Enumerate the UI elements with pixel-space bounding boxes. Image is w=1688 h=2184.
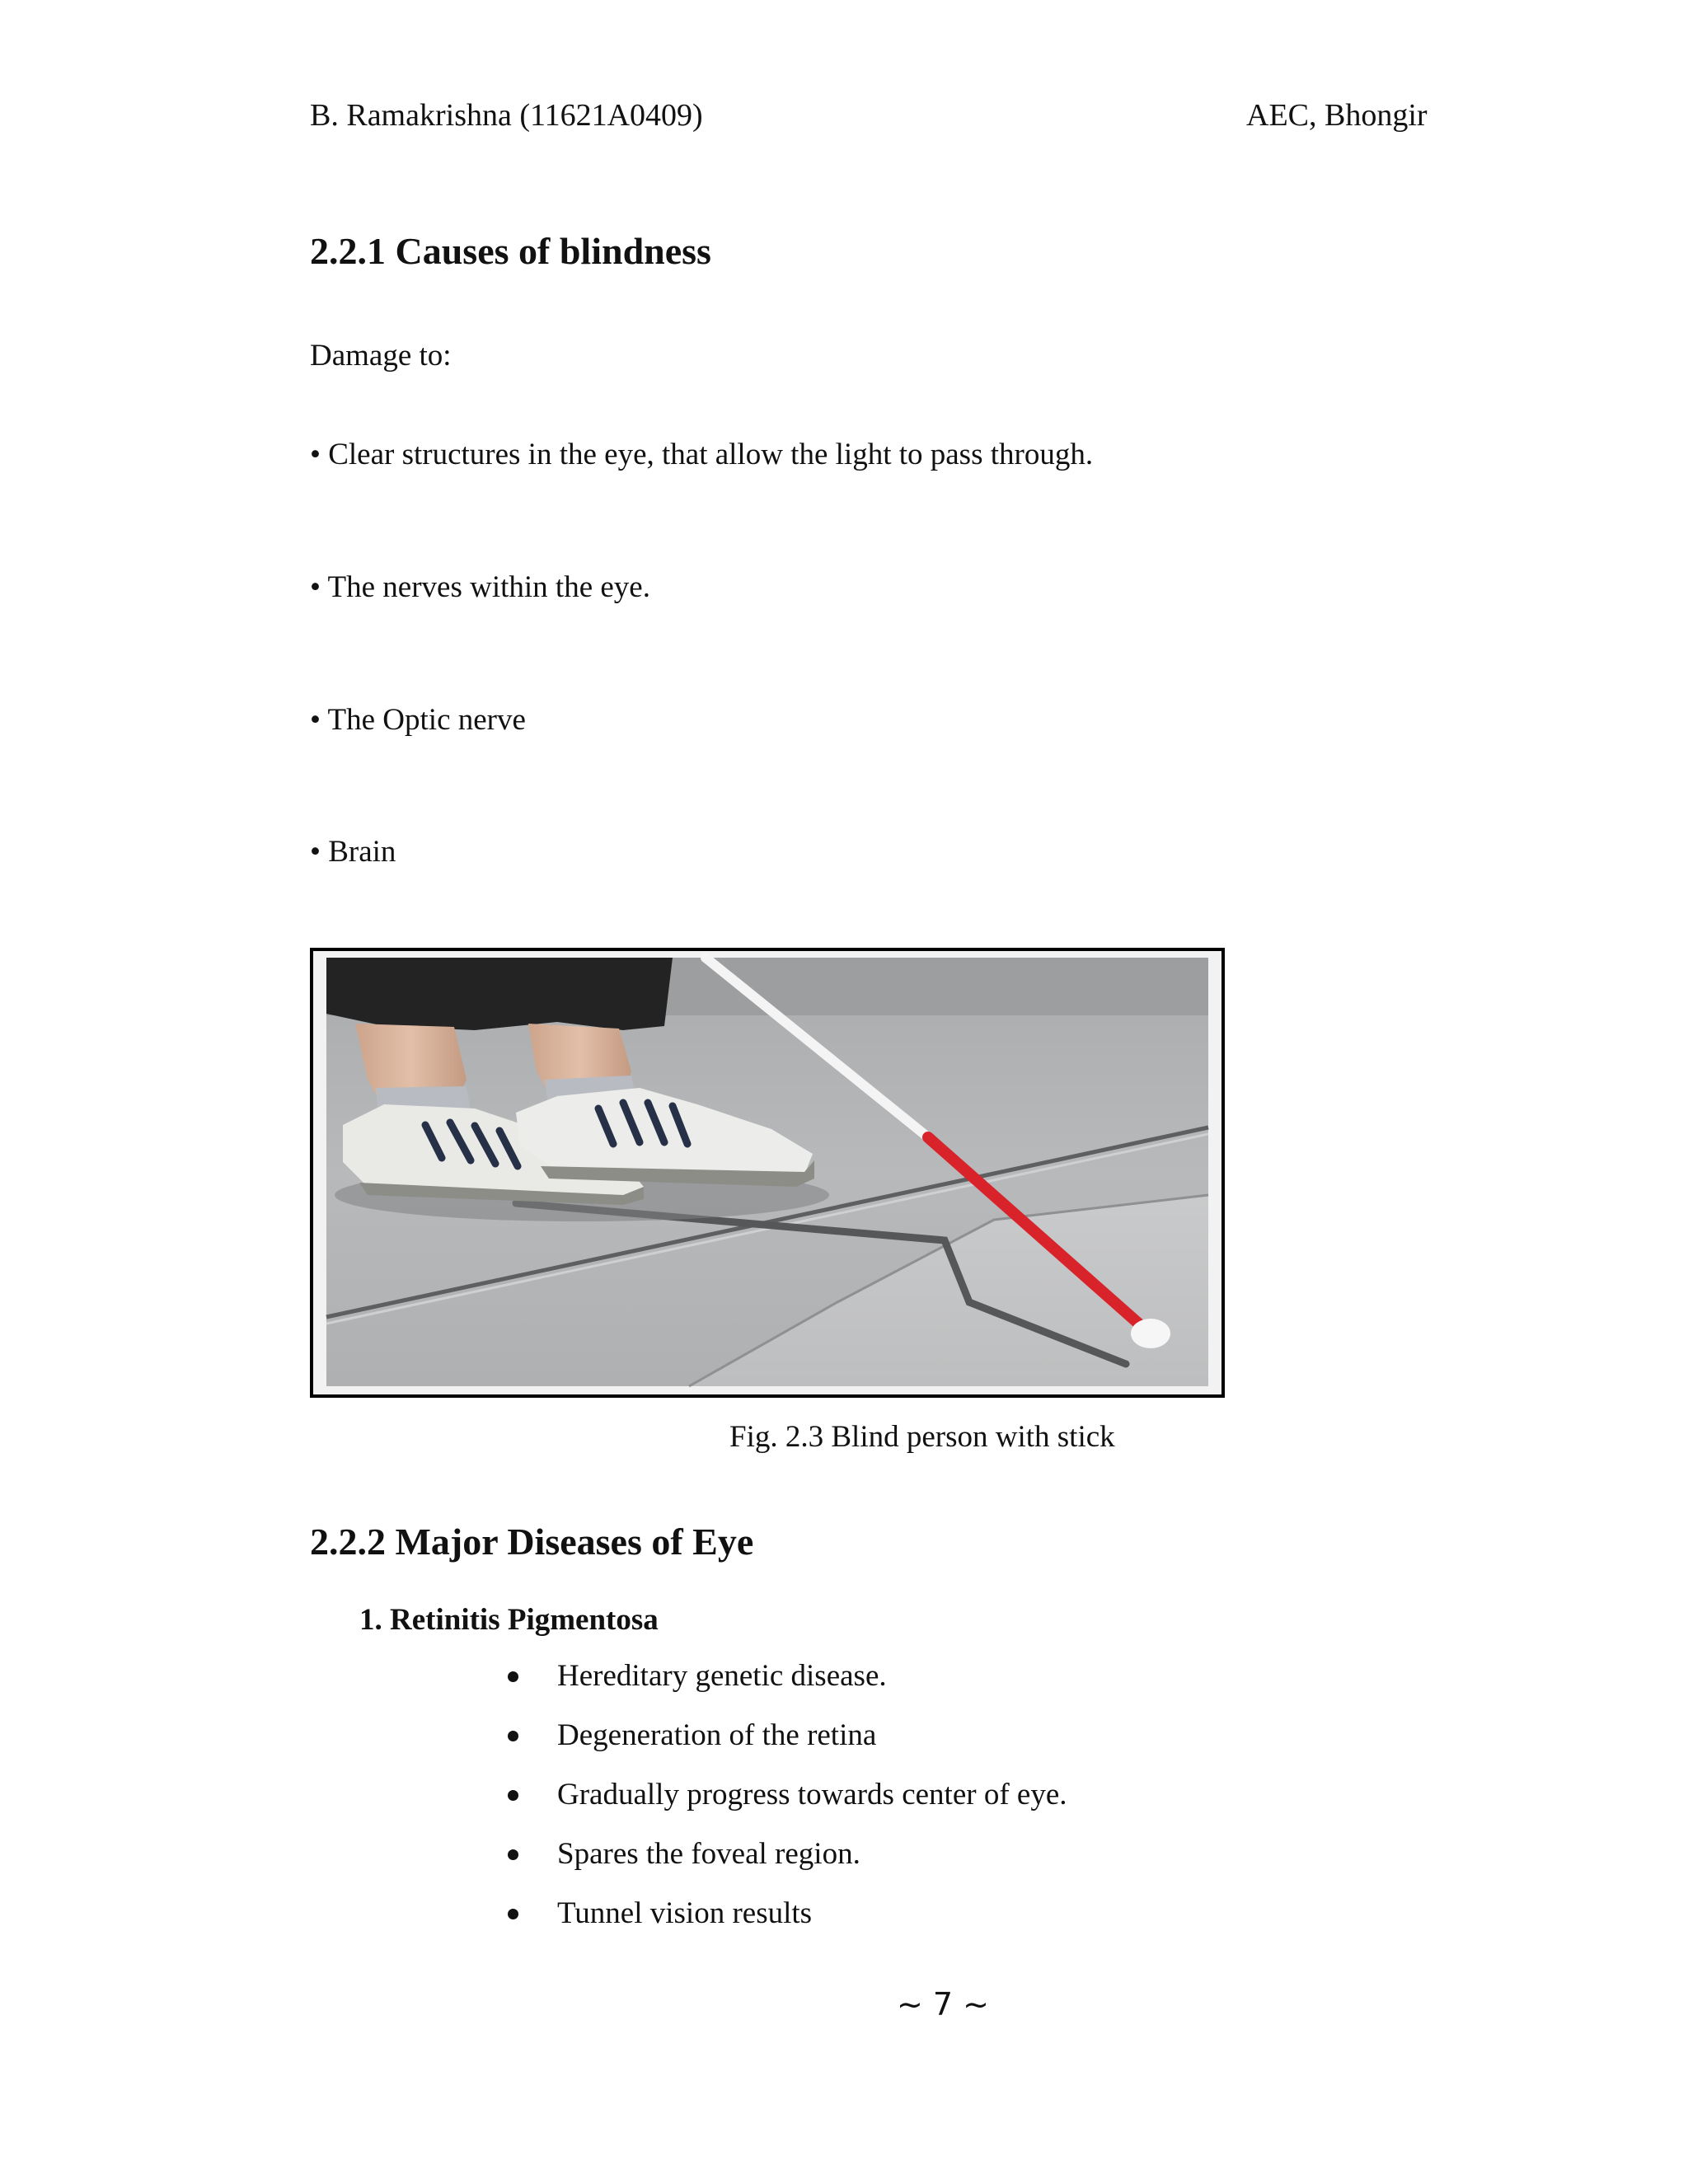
bullet-dot-icon <box>508 1671 518 1682</box>
sub-bullet-text: Gradually progress towards center of eye. <box>557 1778 1067 1811</box>
sub-bullet-text: Degeneration of the retina <box>557 1718 877 1752</box>
page-number: ~ 7 ~ <box>897 1986 990 2022</box>
figure-caption: Fig. 2.3 Blind person with stick <box>729 1420 1115 1454</box>
figure-blind-person-with-stick <box>310 948 1225 1398</box>
bullet-item: • Brain <box>310 835 396 869</box>
header-author: B. Ramakrishna (11621A0409) <box>310 98 703 133</box>
bullet-dot-icon <box>508 1849 518 1860</box>
bullet-item: • The nerves within the eye. <box>310 570 650 604</box>
section-title-major-diseases: 2.2.2 Major Diseases of Eye <box>310 1521 754 1563</box>
sub-bullet-text: Hereditary genetic disease. <box>557 1659 887 1693</box>
header-institution: AEC, Bhongir <box>1246 98 1428 133</box>
intro-text: Damage to: <box>310 339 452 373</box>
sub-bullet-text: Tunnel vision results <box>557 1896 813 1930</box>
bullet-dot-icon <box>508 1790 518 1801</box>
bullet-item: • Clear structures in the eye, that allow the light to pass through. <box>310 438 1094 471</box>
bullet-dot-icon <box>508 1909 518 1919</box>
bullet-dot-icon <box>508 1731 518 1741</box>
sub-bullet-text: Spares the foveal region. <box>557 1837 860 1871</box>
section-title-causes: 2.2.1 Causes of blindness <box>310 230 711 272</box>
bullet-item: • The Optic nerve <box>310 703 526 737</box>
numbered-item-title: 1. Retinitis Pigmentosa <box>359 1603 659 1637</box>
